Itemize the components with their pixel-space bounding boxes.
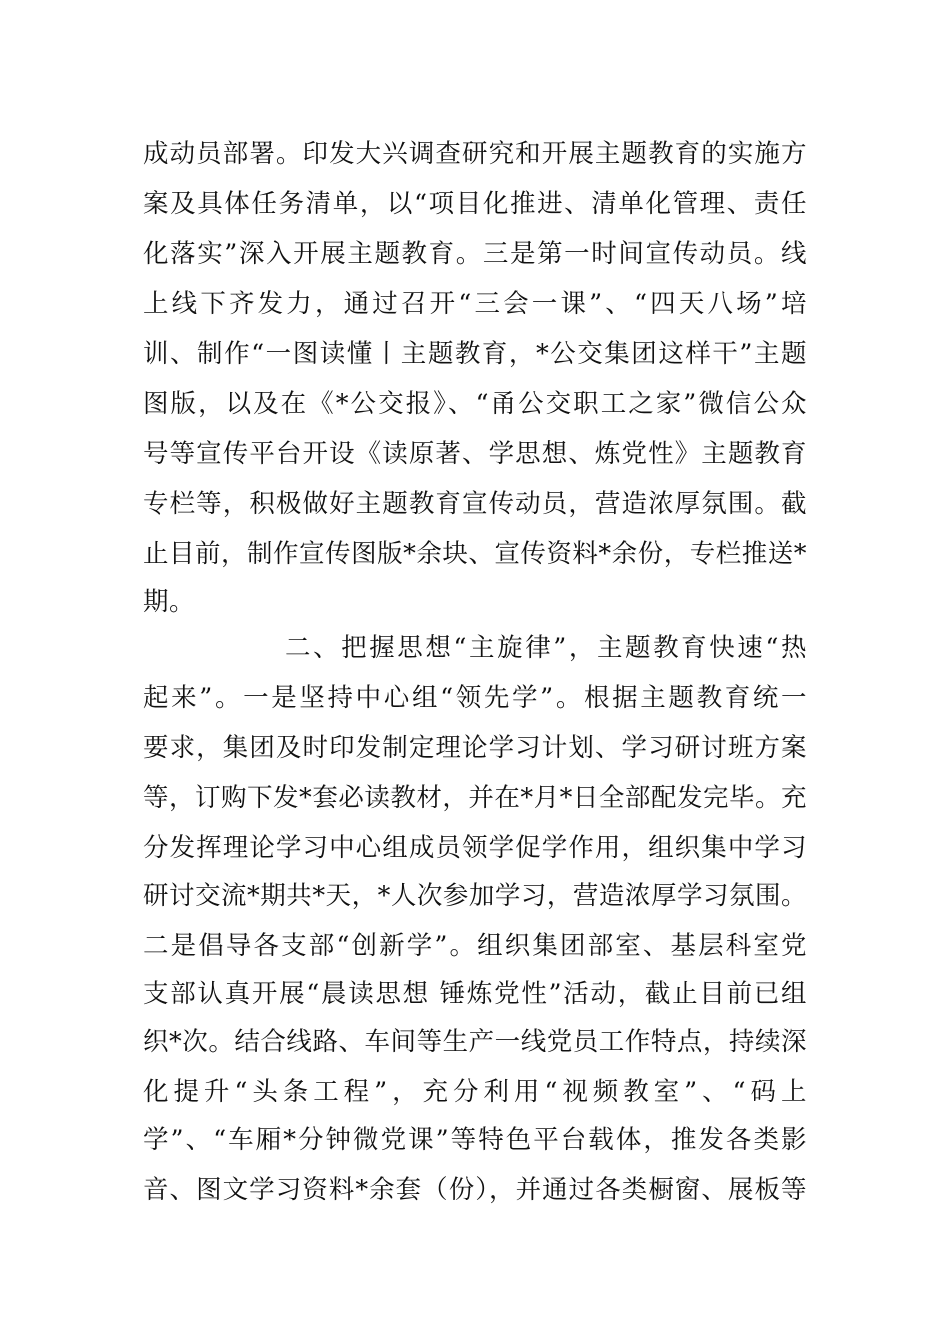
text-line-4: 上线下齐发力，通过召开“三会一课”、“四天八场”培 (143, 289, 807, 319)
text-line-1: 成动员部署。印发大兴调查研究和开展主题教育的实施方 (143, 139, 807, 169)
text-line-6: 图版，以及在《*公交报》、“甬公交职工之家”微信公众 (143, 389, 807, 419)
text-line-2: 案及具体任务清单，以“项目化推进、清单化管理、责任 (143, 189, 807, 219)
text-line-10: 期。 (143, 587, 196, 617)
text-line-17: 二是倡导各支部“创新学”。组织集团部室、基层科室党 (143, 931, 807, 961)
text-line-9: 止目前，制作宣传图版*余块、宣传资料*余份，专栏推送* (143, 539, 807, 569)
text-line-19: 织*次。结合线路、车间等生产一线党员工作特点，持续深 (143, 1027, 807, 1057)
text-line-16: 研讨交流*期共*天，*人次参加学习，营造浓厚学习氛围。 (143, 881, 807, 911)
text-line-20: 化提升“头条工程”，充分利用“视频教室”、“码上 (143, 1077, 807, 1107)
text-line-7: 号等宣传平台开设《读原著、学思想、炼党性》主题教育 (143, 439, 807, 469)
text-line-14: 等，订购下发*套必读教材，并在*月*日全部配发完毕。充 (143, 783, 807, 813)
section-heading-line: 二、把握思想“主旋律”，主题教育快速“热 (285, 633, 807, 663)
text-line-22: 音、图文学习资料*余套（份），并通过各类橱窗、展板等 (143, 1175, 807, 1205)
text-line-8: 专栏等，积极做好主题教育宣传动员，营造浓厚氛围。截 (143, 489, 807, 519)
text-line-13: 要求，集团及时印发制定理论学习计划、学习研讨班方案 (143, 733, 807, 763)
text-line-12: 起来”。一是坚持中心组“领先学”。根据主题教育统一 (143, 683, 807, 713)
text-line-15: 分发挥理论学习中心组成员领学促学作用，组织集中学习 (143, 833, 807, 863)
text-line-3: 化落实”深入开展主题教育。三是第一时间宣传动员。线 (143, 239, 807, 269)
text-line-18: 支部认真开展“晨读思想 锤炼党性”活动，截止目前已组 (143, 979, 807, 1009)
text-line-5: 训、制作“一图读懂丨主题教育，*公交集团这样干”主题 (143, 339, 807, 369)
text-line-21: 学”、“车厢*分钟微党课”等特色平台载体，推发各类影 (143, 1125, 807, 1155)
